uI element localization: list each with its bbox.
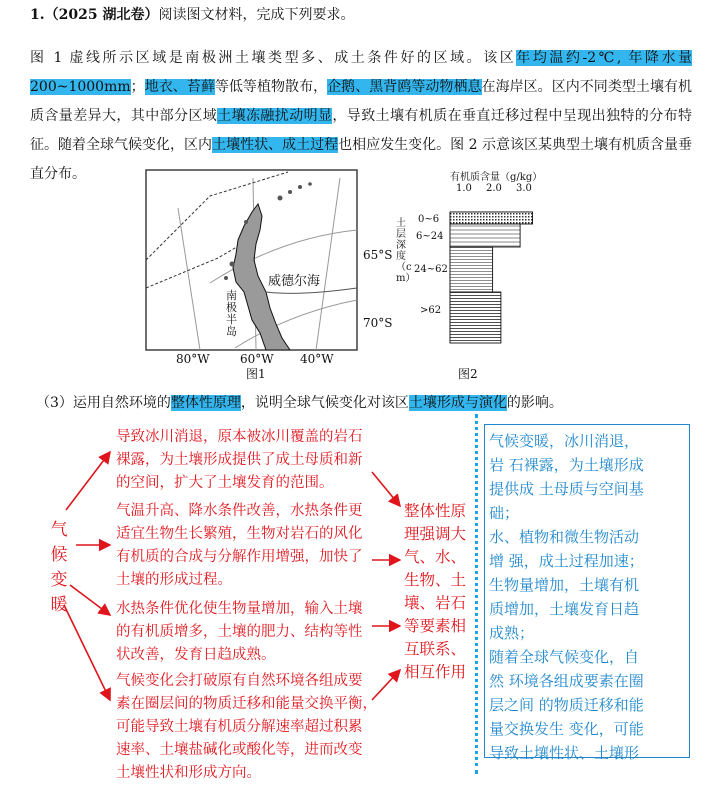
right-label-line: 等要素相	[404, 617, 467, 635]
right-label-line: 相互作用	[404, 663, 467, 681]
arrow-to-box-1	[66, 452, 110, 510]
material-seg: ；	[130, 79, 145, 95]
right-label-line: 理强调大	[404, 525, 467, 543]
figure2-caption: 图2	[458, 367, 478, 381]
right-label-line: 气、水、	[404, 548, 467, 566]
answer-line: 适宜生物生长繁殖，生物对岩石的风化	[116, 526, 363, 542]
sub-question-middle: ，说明全球气候变化对该区	[240, 395, 409, 411]
summary-line: 气候变暖，冰川消退，	[489, 432, 640, 450]
depth-label-3: 24~62	[414, 264, 448, 275]
x-tick-3: 3.0	[516, 183, 532, 194]
summary-line: 提供成 土母质与空间基	[489, 480, 644, 498]
sub-question-highlight-1: 整体性原理	[170, 395, 241, 411]
answer-line: 有机质的合成与分解作用增强，加快了	[116, 549, 363, 565]
material-highlight: 年均温约-2℃, 年降水量 200~1000mm	[30, 50, 692, 95]
question-prompt: 阅读图文材料，完成下列要求。	[158, 7, 355, 23]
question-tag: （2025 湖北卷）	[44, 7, 159, 23]
answer-line: 气温升高、降水条件改善，水热条件更	[116, 503, 363, 519]
figure1-caption: 图1	[246, 367, 266, 381]
sub-question-prefix: （3）运用自然环境的	[36, 395, 171, 411]
material-seg: 等低等植物散布，	[214, 79, 328, 95]
answer-line: 导致冰川消退，原本被冰川覆盖的岩石	[116, 429, 363, 445]
right-label-line: 互联系、	[404, 640, 467, 658]
left-label-char: 暖	[50, 595, 68, 615]
left-label-char: 变	[50, 570, 68, 590]
material-seg: 图 1 虚线所示区域是南极洲土壤类型多、成土条件好的区域。该区	[30, 50, 517, 66]
answer-line: 速率、土壤盐碱化或酸化等，进而改变	[116, 742, 363, 758]
sub-question-suffix: 的影响。	[506, 395, 563, 411]
answer-line: 气候变化会打破原有自然环境各组成要	[116, 673, 363, 689]
material-seg: 也相应发生变化。图 2 示意该区某典型土壤有机质含量垂直分布。	[30, 137, 693, 182]
depth-label-1: 0~6	[418, 214, 440, 225]
lat-label-70: 70°S	[363, 316, 393, 330]
arrow-from-box-1	[372, 472, 400, 506]
x-tick-2: 2.0	[486, 183, 502, 194]
answer-line: 的有机质增多，土壤的肥力、结构等性	[116, 624, 363, 640]
answer-line: 土壤性状和形成方向。	[116, 765, 261, 781]
summary-line: 导致土壤性状、土壤形	[489, 744, 640, 762]
material-highlight: 地衣、苔藓	[144, 79, 215, 95]
summary-line: 量交换发生 变化，可能	[489, 720, 644, 738]
material-highlight: 企鹅、黑背鸥等动物栖息	[327, 79, 482, 95]
answer-line: 裸露，为土壤形成提供了成土母质和新	[116, 452, 363, 468]
material-highlight: 土壤性状、成土过程	[212, 137, 339, 153]
x-tick-1: 1.0	[456, 183, 472, 194]
sub-question-highlight-2: 土壤形成与演化	[408, 395, 507, 411]
summary-line: 生物量增加，土壤有机	[489, 576, 640, 594]
lon-label-40: 40°W	[300, 352, 334, 366]
summary-line: 岩 石裸露，为土壤形成	[489, 456, 644, 474]
answer-line: 的空间，扩大了土壤发育的范围。	[116, 475, 334, 491]
lon-label-80: 80°W	[176, 352, 210, 366]
summary-line: 增 强，成土过程加速；	[489, 552, 644, 570]
left-label-char: 气	[50, 520, 68, 540]
summary-line: 质增加，土壤发育日趋	[489, 600, 640, 618]
left-label-char: 候	[50, 545, 68, 565]
lon-label-60: 60°W	[240, 352, 274, 366]
summary-line: 然 环境各组成要素在圈	[489, 672, 644, 690]
arrow-from-box-4	[372, 670, 400, 700]
right-label-line: 壤、岩石	[404, 594, 467, 612]
right-label-line: 生物、土	[404, 571, 467, 589]
x-axis-title: 有机质含量（g/kg）	[450, 172, 543, 183]
summary-line: 水、植物和微生物活动	[489, 528, 640, 546]
answer-line: 状改善，发育日趋成熟。	[116, 647, 276, 663]
peninsula-label: 南极半岛	[226, 289, 237, 338]
material-seg: 在海岸区。区内不同类型土壤有机质含量差异大，其中部分区域	[30, 79, 693, 124]
arrow-to-box-4	[64, 605, 110, 700]
answer-line: 水热条件优化使生物量增加，输入土壤	[116, 601, 363, 617]
summary-line: 层之间 的物质迁移和能	[489, 696, 644, 714]
summary-line: 随着全球气候变化，自	[489, 648, 640, 666]
sea-label: 威德尔海	[268, 274, 321, 289]
answer-line: 土壤的形成过程。	[116, 572, 232, 588]
summary-line: 成熟；	[489, 624, 535, 642]
answer-line: 素在圈层间的物质迁移和能量交换平衡，	[116, 696, 377, 712]
summary-line: 础；	[489, 504, 520, 522]
summary-box	[484, 424, 690, 762]
arrow-to-box-3	[70, 585, 110, 615]
depth-label-2: 6~24	[416, 231, 444, 242]
material-highlight: 土壤冻融扰动明显	[217, 108, 333, 124]
answer-line: 可能导致土壤有机质分解速率超过积累	[116, 719, 363, 735]
y-axis-title: 土层深度（cm）	[396, 218, 416, 284]
lat-label-65: 65°S	[363, 248, 393, 262]
material-seg: ，导致土壤有机质在垂直迁移过程中呈现出独特的分布特征。随着全球气候变化，区内	[30, 108, 693, 153]
dotted-divider	[475, 414, 478, 774]
depth-label-4: >62	[420, 305, 442, 316]
right-label-line: 整体性原	[404, 502, 467, 520]
question-number: 1.	[30, 7, 45, 23]
